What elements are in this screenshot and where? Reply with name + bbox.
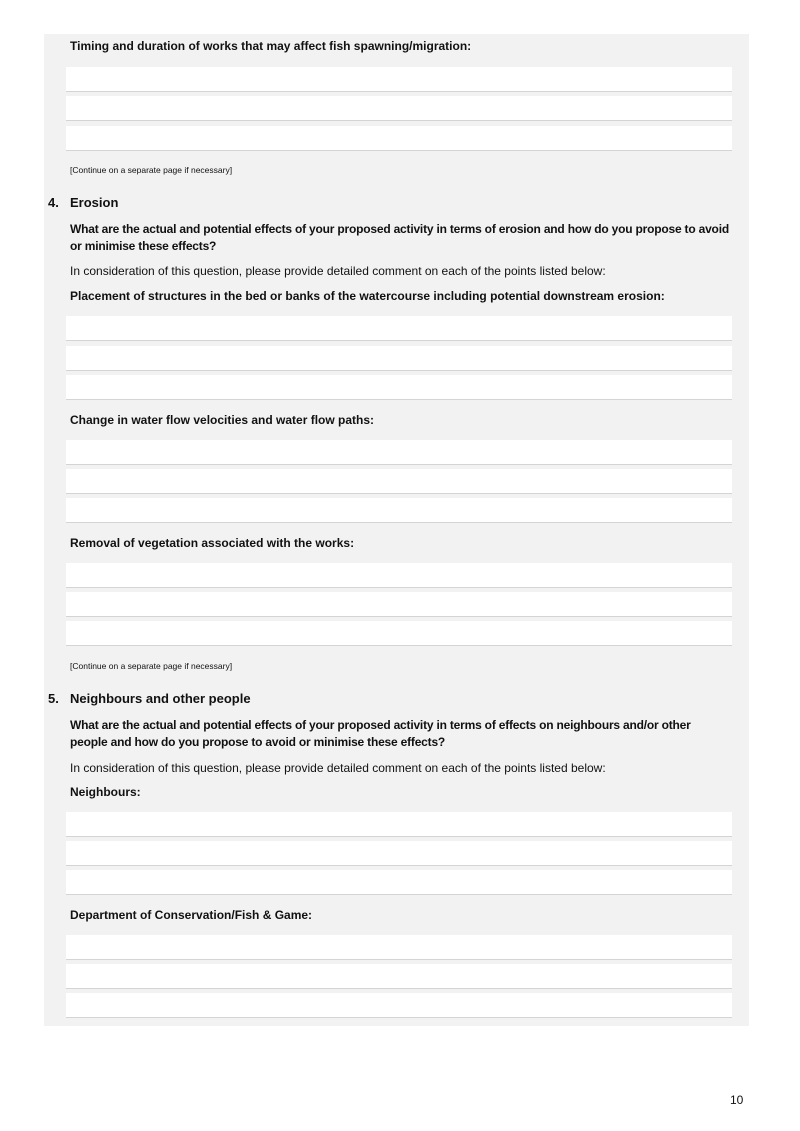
text-field[interactable] [66, 96, 732, 121]
text-field[interactable] [66, 469, 732, 494]
page-number: 10 [730, 1093, 744, 1107]
text-field[interactable] [66, 375, 732, 400]
text-field[interactable] [66, 498, 732, 523]
prompt-vegetation: Removal of vegetation associated with the works: [70, 536, 355, 550]
text-field[interactable] [66, 563, 732, 588]
section-title: Neighbours and other people [70, 691, 251, 706]
section-instruction: In consideration of this question, please provide detailed comment on each of the points listed below: [70, 761, 606, 775]
section-number: 4. [48, 195, 59, 210]
text-field[interactable] [66, 812, 732, 837]
section-number: 5. [48, 691, 59, 706]
section-heading-neighbours [48, 691, 251, 706]
text-field[interactable] [66, 621, 732, 646]
section-heading-erosion [48, 195, 118, 210]
text-field[interactable] [66, 67, 732, 92]
prompt-fish-timing: Timing and duration of works that may affect fish spawning/migration: [70, 39, 472, 53]
text-field[interactable] [66, 935, 732, 960]
continue-note: [Continue on a separate page if necessary] [70, 661, 233, 671]
section-title: Erosion [70, 195, 119, 210]
text-field[interactable] [66, 993, 732, 1018]
text-field[interactable] [66, 346, 732, 371]
text-field[interactable] [66, 316, 732, 341]
text-field[interactable] [66, 126, 732, 151]
prompt-neighbours: Neighbours: [70, 785, 141, 799]
text-field[interactable] [66, 592, 732, 617]
prompt-water-flow: Change in water flow velocities and water flow paths: [70, 413, 375, 427]
text-field[interactable] [66, 841, 732, 866]
text-field[interactable] [66, 964, 732, 989]
text-field[interactable] [66, 440, 732, 465]
section-question: What are the actual and potential effects of your proposed activity in terms of effects on neighbours and/or other people and how do you propose to avoid or minimise these effects? [70, 718, 691, 749]
section-question: What are the actual and potential effects of your proposed activity in terms of erosion and how do you propose to avoid or minimise these effects? [70, 222, 729, 253]
prompt-placement: Placement of structures in the bed or banks of the watercourse including potential downstream erosion: [70, 289, 665, 303]
text-field[interactable] [66, 870, 732, 895]
section-instruction: In consideration of this question, please provide detailed comment on each of the points listed below: [70, 264, 606, 278]
continue-note: [Continue on a separate page if necessary] [70, 165, 233, 175]
prompt-doc-fish-game: Department of Conservation/Fish & Game: [70, 908, 313, 922]
